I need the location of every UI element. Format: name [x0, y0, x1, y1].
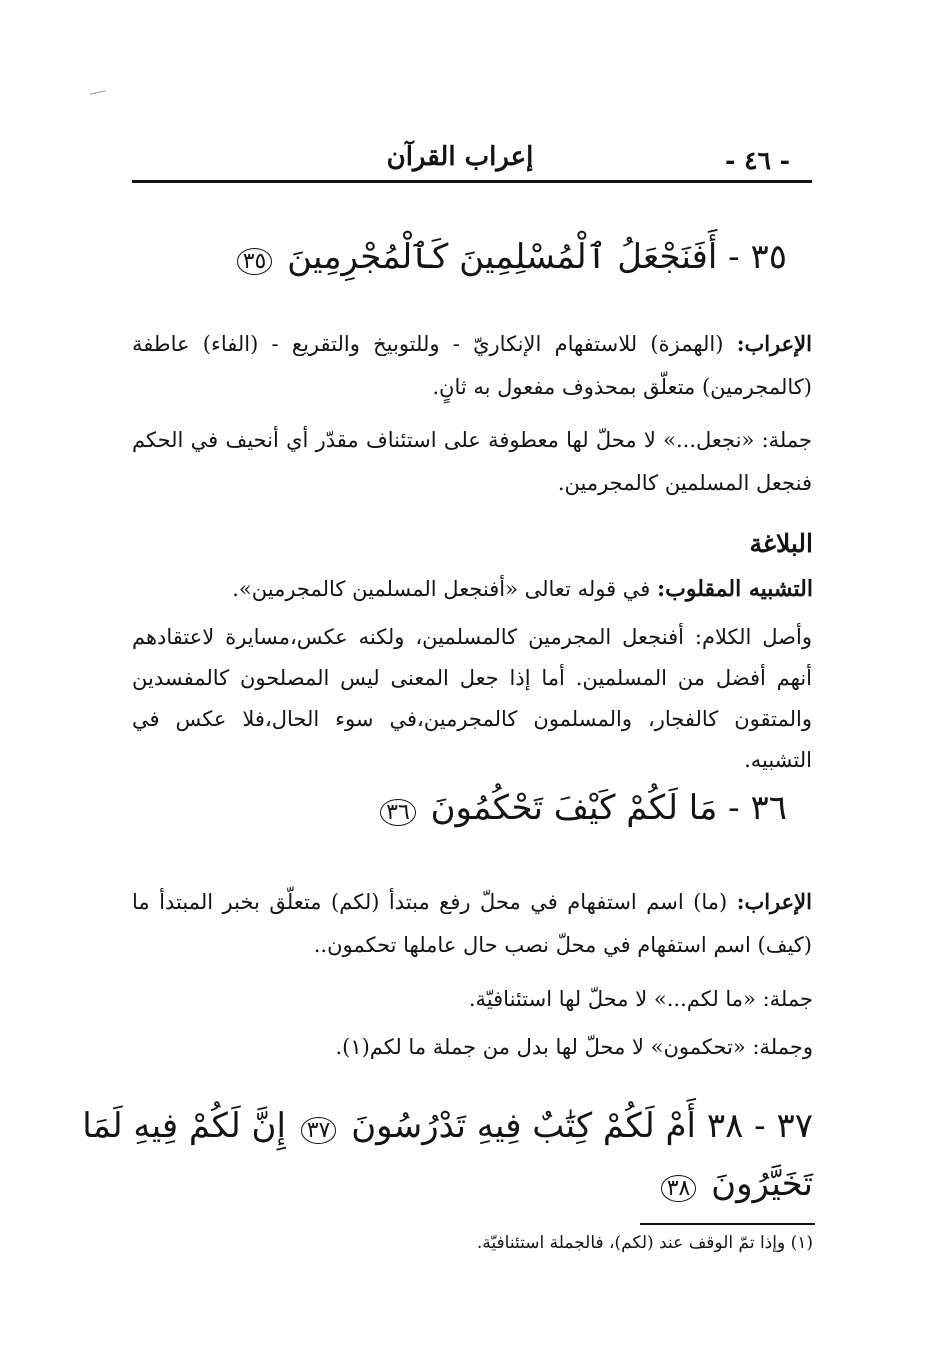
page-number: - ٤٦ -	[725, 146, 791, 175]
verse-36	[376, 788, 787, 828]
jumla-35-paragraph: جملة: «نجعل...» لا محلّ لها معطوفة على استئناف مقدّر أي أنحيف في الحكم فنجعل المسلمين كالمجرمين.	[132, 428, 812, 495]
balagha-explanation: وأصل الكلام: أفنجعل المجرمين كالمسلمين، ولكنه عكس،مسايرة لاعتقادهم أنهم أفضل من المسلمين. أما إذا جعل المعنى ليس المصلحون كالمفسدين والمتقون كالفجار، والمسلمون كالمجرمين،في سوء الحال،فلا عكس في التشبيه.	[132, 625, 812, 772]
irab-36-paragraph	[132, 880, 812, 967]
verse-35	[233, 236, 787, 277]
balagha-heading: البلاغة	[749, 529, 813, 558]
verse-37-38-line1	[82, 1106, 813, 1146]
book-title: إعراب القرآن	[386, 142, 534, 172]
verse-37-text: أَمْ لَكُمْ كِتَٰبٌ فِيهِ تَدْرُسُونَ	[351, 1106, 697, 1146]
footnote-rule	[640, 1223, 815, 1225]
irab-36-label: الإعراب:	[736, 889, 812, 914]
irab-35-text: (الهمزة) للاستفهام الإنكاريّ - وللتوبيخ والتقريع - (الفاء) عاطفة (كالمجرمين) متعلّق بمحذوف مفعول به ثانٍ.	[132, 332, 812, 399]
tashbih-text: في قوله تعالى «أفنجعل المسلمين كالمجرمين».	[232, 577, 651, 601]
header-rule	[132, 180, 812, 183]
jumla-36a: جملة: «ما لكم...» لا محلّ لها استئنافيّة.	[468, 987, 813, 1011]
verse-36-text: مَا لَكُمْ كَيْفَ تَحْكُمُونَ	[430, 788, 718, 828]
verse-37-38-line2	[657, 1164, 813, 1204]
verse-end-mark-38: ٣٨	[661, 1175, 697, 1202]
irab-36-text: (ما) اسم استفهام في محلّ رفع مبتدأ (لكم) متعلّق بخبر المبتدأ ما (كيف) اسم استفهام في محلّ نصب حال عاملها تحكمون..	[132, 890, 812, 957]
verse-38-text-part1: إِنَّ لَكُمْ فِيهِ لَمَا	[82, 1106, 286, 1146]
tashbih-label: التشبيه المقلوب:	[657, 576, 813, 602]
irab-35-paragraph	[132, 322, 812, 409]
verse-37-38-number: ٣٧ - ٣٨	[706, 1106, 813, 1146]
verse-35-text: أَفَنَجْعَلُ ٱلْمُسْلِمِينَ كَٱلْمُجْرِمِينَ	[287, 237, 718, 277]
tashbih-line	[232, 576, 813, 602]
verse-end-mark-37: ٣٧	[301, 1117, 337, 1144]
verse-end-mark-36: ٣٦	[380, 799, 416, 826]
verse-end-mark-35: ٣٥	[237, 248, 273, 275]
irab-35-label: الإعراب:	[736, 331, 812, 356]
scan-smudge	[90, 90, 106, 94]
verse-38-text-part2: تَخَيَّرُونَ	[711, 1164, 813, 1204]
footnote: (١) وإذا تمّ الوقف عند (لكم)، فالجملة استئنافيّة.	[476, 1233, 813, 1253]
verse-36-number: ٣٦ -	[728, 788, 787, 828]
verse-35-number: ٣٥ -	[728, 237, 787, 277]
jumla-36b: وجملة: «تحكمون» لا محلّ لها بدل من جملة ما لكم(١).	[335, 1035, 813, 1059]
